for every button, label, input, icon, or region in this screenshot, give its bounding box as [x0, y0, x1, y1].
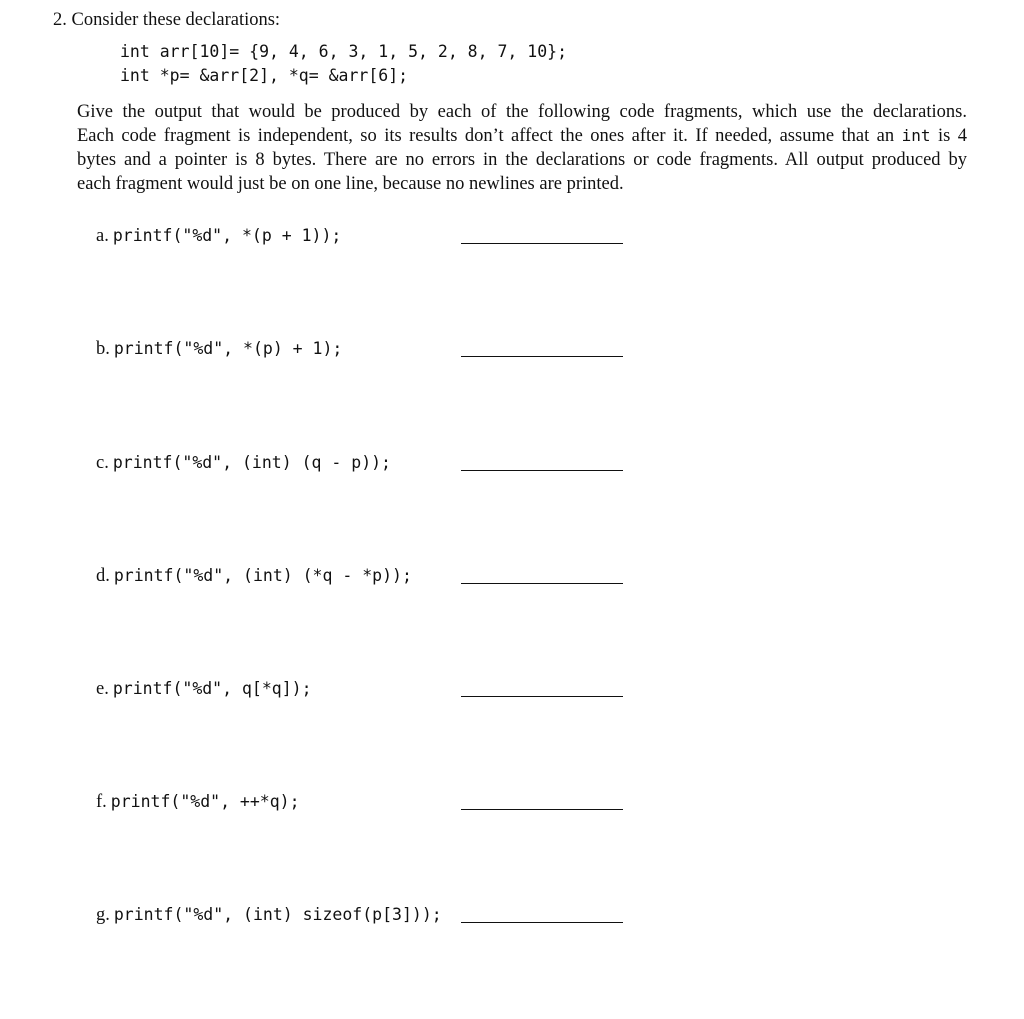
- fragment-letter: e.: [96, 679, 109, 699]
- instructions-text: is 4: [930, 126, 968, 146]
- fragment-letter: f.: [96, 792, 107, 812]
- fragment-letter: c.: [96, 453, 109, 473]
- fragment-code: printf("%d", (int) sizeof(p[3]));: [113, 905, 442, 924]
- answer-blank-f[interactable]: [461, 809, 623, 810]
- fragment-code: printf("%d", (int) (q - p));: [112, 453, 391, 472]
- fragment-b: [96, 335, 342, 363]
- fragment-g: [96, 901, 442, 929]
- instructions-line: Give the output that would be produced by each of the following code fragments, which use the declarations.: [77, 102, 967, 122]
- fragment-f: [96, 788, 300, 816]
- answer-blank-e[interactable]: [461, 696, 623, 697]
- fragment-letter: a.: [96, 226, 109, 246]
- fragment-a: [96, 222, 341, 250]
- fragment-e: [96, 675, 312, 703]
- fragment-c: [96, 449, 391, 477]
- answer-blank-a[interactable]: [461, 243, 623, 244]
- fragment-letter: b.: [96, 339, 110, 359]
- fragment-code: printf("%d", q[*q]);: [112, 679, 312, 698]
- instructions-text: Each code fragment is independent, so its results don’t affect the ones after it. If needed, assume that an: [77, 126, 902, 146]
- fragment-letter: d.: [96, 566, 110, 586]
- question-header: [53, 8, 280, 32]
- question-title: Consider these declarations:: [71, 10, 281, 30]
- fragment-code: printf("%d", *(p) + 1);: [113, 339, 343, 358]
- fragment-code: printf("%d", ++*q);: [110, 792, 300, 811]
- instructions-line: [77, 124, 967, 148]
- instructions-line: each fragment would just be on one line, because no newlines are printed.: [77, 174, 624, 194]
- fragment-letter: g.: [96, 905, 110, 925]
- instructions-paragraph: [77, 100, 967, 196]
- answer-blank-b[interactable]: [461, 356, 623, 357]
- inline-code-int: int: [901, 126, 931, 145]
- instructions-line: bytes and a pointer is 8 bytes. There are no errors in the declarations or code fragments. All output produced by: [77, 150, 967, 170]
- declaration-line-arr: int arr[10]= {9, 4, 6, 3, 1, 5, 2, 8, 7, 10};: [120, 42, 568, 61]
- fragment-code: printf("%d", (int) (*q - *p));: [113, 566, 412, 585]
- fragment-d: [96, 562, 412, 590]
- declaration-line-pointers: int *p= &arr[2], *q= &arr[6];: [120, 66, 409, 85]
- answer-blank-c[interactable]: [461, 470, 623, 471]
- declarations-block: [120, 40, 567, 88]
- question-number: 2.: [53, 10, 67, 30]
- fragment-code: printf("%d", *(p + 1));: [112, 226, 342, 245]
- answer-blank-d[interactable]: [461, 583, 623, 584]
- answer-blank-g[interactable]: [461, 922, 623, 923]
